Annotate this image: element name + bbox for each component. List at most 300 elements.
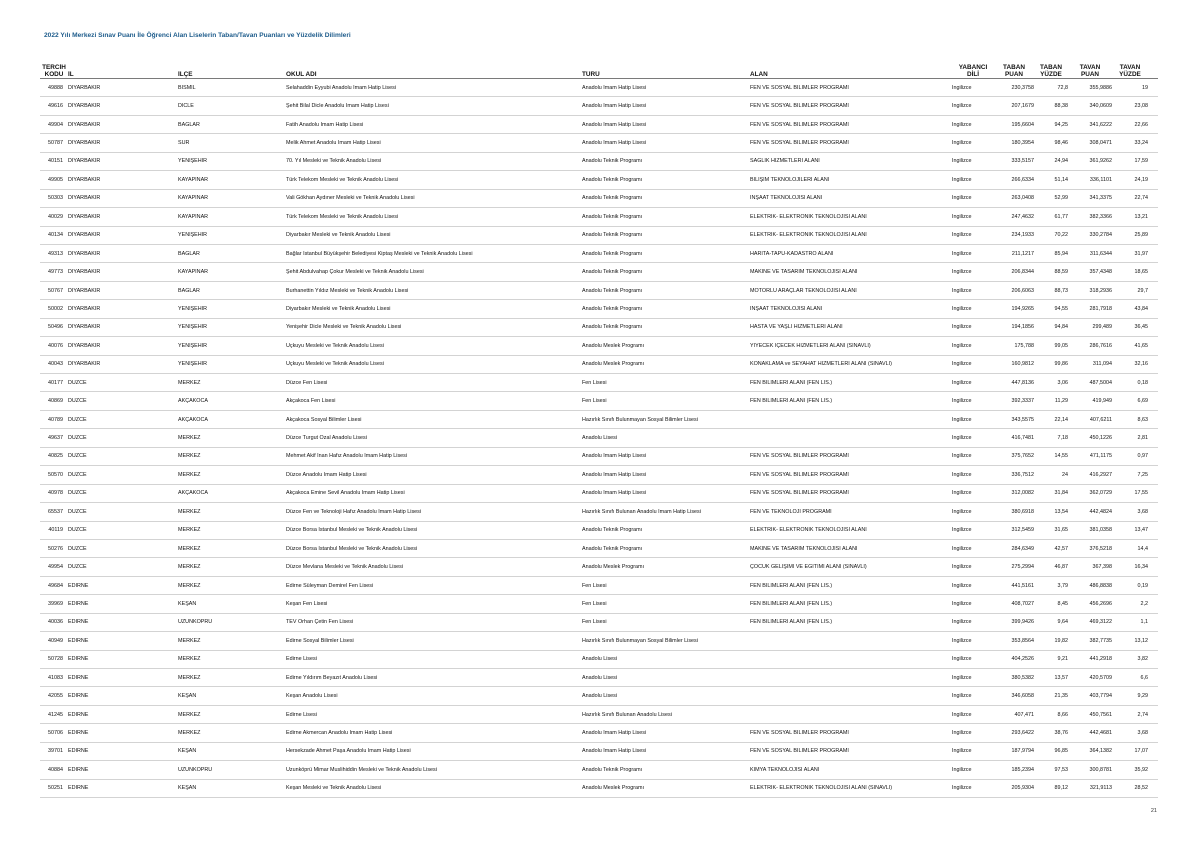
cell-tercih-kodu: 49888 <box>48 84 63 91</box>
cell-taban-yuzde: 99,86 <box>1054 361 1068 368</box>
cell-taban-puan: 399,9426 <box>1011 619 1034 626</box>
cell-il: DİYARBAKIR <box>68 121 101 128</box>
cell-turu: Anadolu Meslek Programı <box>582 342 645 349</box>
cell-ilce: BAĞLAR <box>178 250 200 257</box>
cell-turu: Anadolu Lisesi <box>582 656 618 663</box>
cell-taban-puan: 160,9812 <box>1011 361 1034 368</box>
cell-okul-adi: Düzce Fen ve Teknoloji Hafız Anadolu İmam Hatip Lisesi <box>286 508 422 515</box>
cell-tercih-kodu: 50787 <box>48 140 63 147</box>
cell-turu: Anadolu İmam Hatip Lisesi <box>582 103 647 110</box>
table-row <box>40 558 1158 576</box>
cell-tavan-puan: 442,4824 <box>1089 508 1112 515</box>
cell-turu: Anadolu İmam Hatip Lisesi <box>582 140 647 147</box>
cell-tavan-yuzde: 43,84 <box>1134 305 1148 312</box>
cell-turu: Anadolu İmam Hatip Lisesi <box>582 121 647 128</box>
cell-turu: Anadolu Teknik Programı <box>582 287 643 294</box>
cell-tavan-yuzde: 0,19 <box>1137 582 1148 589</box>
cell-il: DÜZCE <box>68 416 87 423</box>
cell-ilce: MERKEZ <box>178 656 201 663</box>
cell-taban-yuzde: 51,14 <box>1054 176 1068 183</box>
cell-tavan-puan: 299,489 <box>1092 324 1112 331</box>
cell-tavan-yuzde: 6,6 <box>1140 674 1148 681</box>
cell-yabanci-dili: İngilizce <box>952 305 972 312</box>
cell-ilce: YENİŞEHİR <box>178 305 208 312</box>
cell-tercih-kodu: 40869 <box>48 398 63 405</box>
cell-turu: Anadolu Teknik Programı <box>582 232 643 239</box>
cell-tavan-puan: 308,0471 <box>1089 140 1112 147</box>
cell-turu: Anadolu İmam Hatip Lisesi <box>582 471 647 478</box>
cell-ilce: YENİŞEHİR <box>178 158 208 165</box>
table-row <box>40 282 1158 300</box>
cell-tercih-kodu: 50251 <box>48 785 63 792</box>
cell-tavan-puan: 376,5218 <box>1089 545 1112 552</box>
header-alan: ALAN <box>750 71 768 78</box>
cell-alan: FEN BİLİMLERİ ALANI (FEN LİS.) <box>750 398 833 405</box>
cell-okul-adi: Uzunköprü Mimar Muslihiddin Mesleki ve Teknik Anadolu Lisesi <box>286 766 437 773</box>
cell-turu: Anadolu Teknik Programı <box>582 250 643 257</box>
cell-tavan-yuzde: 16,34 <box>1134 564 1148 571</box>
cell-tavan-puan: 456,2696 <box>1089 600 1112 607</box>
cell-yabanci-dili: İngilizce <box>952 545 972 552</box>
cell-tavan-yuzde: 14,4 <box>1137 545 1148 552</box>
cell-tavan-yuzde: 0,97 <box>1137 453 1148 460</box>
cell-il: EDİRNE <box>68 600 89 607</box>
cell-turu: Anadolu İmam Hatip Lisesi <box>582 490 647 497</box>
cell-taban-yuzde: 70,22 <box>1054 232 1068 239</box>
cell-tavan-puan: 341,6222 <box>1089 121 1112 128</box>
cell-taban-yuzde: 97,53 <box>1054 766 1068 773</box>
cell-il: EDİRNE <box>68 766 89 773</box>
cell-tercih-kodu: 49905 <box>48 176 63 183</box>
cell-tercih-kodu: 49684 <box>48 582 63 589</box>
cell-taban-yuzde: 98,46 <box>1054 140 1068 147</box>
cell-okul-adi: Şehit Abdulvahap Çokur Mesleki ve Teknik Anadolu Lisesi <box>286 269 424 276</box>
cell-turu: Anadolu Teknik Programı <box>582 213 643 220</box>
table-row <box>40 485 1158 503</box>
cell-turu: Hazırlık Sınıfı Bulunmayan Sosyal Bilimler Lisesi <box>582 416 698 423</box>
cell-tavan-yuzde: 2,81 <box>1137 435 1148 442</box>
cell-ilce: KAYAPINAR <box>178 213 209 220</box>
cell-alan: FEN BİLİMLERİ ALANI (FEN LİS.) <box>750 619 833 626</box>
cell-tavan-puan: 416,2927 <box>1089 471 1112 478</box>
cell-taban-yuzde: 31,65 <box>1054 527 1068 534</box>
cell-tavan-puan: 281,7918 <box>1089 305 1112 312</box>
cell-turu: Anadolu Teknik Programı <box>582 766 643 773</box>
cell-alan: FEN VE SOSYAL BİLİMLER PROGRAMI <box>750 121 849 128</box>
cell-tavan-yuzde: 13,21 <box>1134 213 1148 220</box>
cell-turu: Fen Lisesi <box>582 398 607 405</box>
table-row <box>40 300 1158 318</box>
cell-ilce: MERKEZ <box>178 508 201 515</box>
table-row <box>40 337 1158 355</box>
cell-taban-puan: 234,1933 <box>1011 232 1034 239</box>
cell-taban-puan: 416,7481 <box>1011 435 1034 442</box>
cell-tavan-yuzde: 36,45 <box>1134 324 1148 331</box>
cell-okul-adi: Vali Gökhan Aydıner Mesleki ve Teknik Anadolu Lisesi <box>286 195 415 202</box>
cell-taban-puan: 293,6422 <box>1011 730 1034 737</box>
cell-ilce: MERKEZ <box>178 582 201 589</box>
cell-il: DÜZCE <box>68 471 87 478</box>
cell-il: DİYARBAKIR <box>68 250 101 257</box>
cell-il: DİYARBAKIR <box>68 84 101 91</box>
cell-tavan-yuzde: 17,07 <box>1134 748 1148 755</box>
cell-yabanci-dili: İngilizce <box>952 232 972 239</box>
cell-turu: Fen Lisesi <box>582 379 607 386</box>
cell-taban-yuzde: 14,55 <box>1054 453 1068 460</box>
cell-yabanci-dili: İngilizce <box>952 361 972 368</box>
cell-yabanci-dili: İngilizce <box>952 490 972 497</box>
cell-okul-adi: Üçkuyu Mesleki ve Teknik Anadolu Lisesi <box>286 342 384 349</box>
cell-taban-yuzde: 96,85 <box>1054 748 1068 755</box>
header-tercih-kodu: TERCİH KODU <box>42 64 66 78</box>
cell-il: DÜZCE <box>68 545 87 552</box>
table-row <box>40 724 1158 742</box>
table-row <box>40 614 1158 632</box>
cell-yabanci-dili: İngilizce <box>952 600 972 607</box>
cell-tavan-yuzde: 1,1 <box>1140 619 1148 626</box>
table-row <box>40 632 1158 650</box>
cell-ilce: MERKEZ <box>178 564 201 571</box>
cell-taban-puan: 346,6058 <box>1011 693 1034 700</box>
cell-okul-adi: Melik Ahmet Anadolu İmam Hatip Lisesi <box>286 140 381 147</box>
cell-taban-puan: 375,7652 <box>1011 453 1034 460</box>
cell-tavan-yuzde: 32,16 <box>1134 361 1148 368</box>
document-title: 2022 Yılı Merkezi Sınav Puanı İle Öğrenci Alan Liselerin Taban/Tavan Puanları ve Yüzdelik Dilimleri <box>44 32 351 39</box>
cell-tavan-puan: 450,7561 <box>1089 711 1112 718</box>
cell-taban-puan: 206,8344 <box>1011 269 1034 276</box>
cell-il: DİYARBAKIR <box>68 232 101 239</box>
cell-ilce: MERKEZ <box>178 730 201 737</box>
cell-tercih-kodu: 49904 <box>48 121 63 128</box>
cell-taban-puan: 408,7027 <box>1011 600 1034 607</box>
cell-okul-adi: Edirne Lisesi <box>286 711 317 718</box>
cell-il: DİYARBAKIR <box>68 158 101 165</box>
cell-okul-adi: Edirne Lisesi <box>286 656 317 663</box>
cell-tavan-yuzde: 9,29 <box>1137 693 1148 700</box>
cell-taban-puan: 263,0408 <box>1011 195 1034 202</box>
cell-tercih-kodu: 40151 <box>48 158 63 165</box>
cell-okul-adi: Üçkuyu Mesleki ve Teknik Anadolu Lisesi <box>286 361 384 368</box>
cell-yabanci-dili: İngilizce <box>952 527 972 534</box>
cell-taban-puan: 441,5161 <box>1011 582 1034 589</box>
cell-alan: FEN VE TEKNOLOJİ PROGRAMI <box>750 508 832 515</box>
cell-taban-yuzde: 24 <box>1062 471 1068 478</box>
cell-alan: İNŞAAT TEKNOLOJİSİ ALANI <box>750 195 823 202</box>
table-body <box>40 79 1158 798</box>
cell-ilce: AKÇAKOCA <box>178 416 208 423</box>
cell-tavan-yuzde: 2,2 <box>1140 600 1148 607</box>
cell-ilce: MERKEZ <box>178 637 201 644</box>
cell-turu: Anadolu Meslek Programı <box>582 564 645 571</box>
cell-okul-adi: Edirne Yıldırım Beyazıt Anadolu Lisesi <box>286 674 378 681</box>
cell-okul-adi: Akçakoca Fen Lisesi <box>286 398 336 405</box>
table-row <box>40 743 1158 761</box>
cell-tavan-puan: 403,7794 <box>1089 693 1112 700</box>
table-row <box>40 79 1158 97</box>
cell-okul-adi: Türk Telekom Mesleki ve Teknik Anadolu Lisesi <box>286 213 399 220</box>
cell-tavan-puan: 361,9262 <box>1089 158 1112 165</box>
cell-taban-puan: 380,5382 <box>1011 674 1034 681</box>
cell-taban-yuzde: 22,14 <box>1054 416 1068 423</box>
cell-tavan-yuzde: 3,68 <box>1137 508 1148 515</box>
cell-il: EDİRNE <box>68 656 89 663</box>
cell-turu: Anadolu Teknik Programı <box>582 527 643 534</box>
table-row <box>40 687 1158 705</box>
cell-okul-adi: Bağlar İstanbul Büyükşehir Belediyesi Kiptaş Mesleki ve Teknik Anadolu Lisesi <box>286 250 473 257</box>
cell-ilce: KEŞAN <box>178 600 197 607</box>
cell-alan: FEN BİLİMLERİ ALANI (FEN LİS.) <box>750 600 833 607</box>
cell-ilce: MERKEZ <box>178 435 201 442</box>
cell-turu: Hazırlık Sınıfı Bulunan Anadolu İmam Hatip Lisesi <box>582 508 701 515</box>
cell-taban-puan: 312,0082 <box>1011 490 1034 497</box>
cell-tavan-yuzde: 28,52 <box>1134 785 1148 792</box>
cell-yabanci-dili: İngilizce <box>952 324 972 331</box>
cell-il: DİYARBAKIR <box>68 195 101 202</box>
cell-tavan-puan: 381,0358 <box>1089 527 1112 534</box>
cell-taban-puan: 205,9304 <box>1011 785 1034 792</box>
cell-taban-yuzde: 24,94 <box>1054 158 1068 165</box>
table-row <box>40 263 1158 281</box>
cell-taban-puan: 343,5575 <box>1011 416 1034 423</box>
table-row <box>40 761 1158 779</box>
cell-yabanci-dili: İngilizce <box>952 453 972 460</box>
cell-taban-yuzde: 13,57 <box>1054 674 1068 681</box>
cell-tercih-kodu: 50706 <box>48 730 63 737</box>
cell-yabanci-dili: İngilizce <box>952 379 972 386</box>
cell-yabanci-dili: İngilizce <box>952 674 972 681</box>
table-row <box>40 190 1158 208</box>
cell-ilce: MERKEZ <box>178 379 201 386</box>
cell-tercih-kodu: 40036 <box>48 619 63 626</box>
cell-alan: KONAKLAMA ve SEYAHAT HİZMETLERİ ALANI (SINAVLI) <box>750 361 892 368</box>
cell-tercih-kodu: 49954 <box>48 564 63 571</box>
cell-taban-puan: 211,1217 <box>1011 250 1034 257</box>
cell-okul-adi: Burhanettin Yıldız Mesleki ve Teknik Anadolu Lisesi <box>286 287 409 294</box>
cell-tavan-puan: 364,1382 <box>1089 748 1112 755</box>
cell-taban-yuzde: 42,57 <box>1054 545 1068 552</box>
cell-yabanci-dili: İngilizce <box>952 637 972 644</box>
cell-tercih-kodu: 41083 <box>48 674 63 681</box>
cell-tavan-puan: 367,398 <box>1092 564 1112 571</box>
cell-alan: YİYECEK İÇECEK HİZMETLERİ ALANI (SINAVLI) <box>750 342 871 349</box>
cell-yabanci-dili: İngilizce <box>952 619 972 626</box>
cell-okul-adi: Keşan Mesleki ve Teknik Anadolu Lisesi <box>286 785 382 792</box>
cell-alan: ELEKTRİK- ELEKTRONİK TEKNOLOJİSİ ALANI <box>750 232 867 239</box>
cell-taban-yuzde: 3,06 <box>1057 379 1068 386</box>
cell-ilce: MERKEZ <box>178 545 201 552</box>
table-header <box>40 54 1158 79</box>
cell-okul-adi: Şehit Bilal Dicle Anadolu İmam Hatip Lisesi <box>286 103 389 110</box>
cell-taban-yuzde: 38,76 <box>1054 730 1068 737</box>
cell-ilce: BAĞLAR <box>178 287 200 294</box>
cell-okul-adi: Düzce Turgut Özal Anadolu Lisesi <box>286 435 367 442</box>
cell-il: EDİRNE <box>68 637 89 644</box>
cell-il: EDİRNE <box>68 748 89 755</box>
cell-turu: Hazırlık Sınıfı Bulunmayan Sosyal Bilimler Lisesi <box>582 637 698 644</box>
cell-taban-puan: 407,471 <box>1014 711 1034 718</box>
cell-tavan-puan: 311,6344 <box>1089 250 1112 257</box>
cell-ilce: SUR <box>178 140 190 147</box>
cell-taban-yuzde: 46,87 <box>1054 564 1068 571</box>
cell-ilce: MERKEZ <box>178 674 201 681</box>
cell-tercih-kodu: 40043 <box>48 361 63 368</box>
cell-il: DÜZCE <box>68 527 87 534</box>
cell-alan: FEN VE SOSYAL BİLİMLER PROGRAMI <box>750 730 849 737</box>
table-row <box>40 669 1158 687</box>
cell-taban-puan: 392,3337 <box>1011 398 1034 405</box>
cell-alan: MOTORLU ARAÇLAR TEKNOLOJİSİ ALANI <box>750 287 857 294</box>
cell-okul-adi: Diyarbakır Mesleki ve Teknik Anadolu Lisesi <box>286 232 391 239</box>
cell-okul-adi: Türk Telekom Mesleki ve Teknik Anadolu Lisesi <box>286 176 399 183</box>
cell-taban-yuzde: 61,77 <box>1054 213 1068 220</box>
cell-taban-puan: 194,9265 <box>1011 305 1034 312</box>
cell-tavan-puan: 286,7616 <box>1089 342 1112 349</box>
cell-taban-yuzde: 7,18 <box>1057 435 1068 442</box>
table-row <box>40 429 1158 447</box>
cell-ilce: KAYAPINAR <box>178 195 209 202</box>
cell-ilce: KAYAPINAR <box>178 269 209 276</box>
cell-turu: Anadolu İmam Hatip Lisesi <box>582 730 647 737</box>
cell-taban-puan: 404,2526 <box>1011 656 1034 663</box>
cell-taban-yuzde: 8,66 <box>1057 711 1068 718</box>
cell-tavan-puan: 330,2784 <box>1089 232 1112 239</box>
cell-okul-adi: Düzce Fen Lisesi <box>286 379 328 386</box>
cell-tavan-yuzde: 33,24 <box>1134 140 1148 147</box>
cell-tercih-kodu: 40076 <box>48 342 63 349</box>
cell-tavan-puan: 382,7735 <box>1089 637 1112 644</box>
cell-okul-adi: Edirne Sosyal Bilimler Lisesi <box>286 637 354 644</box>
cell-yabanci-dili: İngilizce <box>952 84 972 91</box>
cell-tercih-kodu: 42055 <box>48 693 63 700</box>
cell-il: DÜZCE <box>68 490 87 497</box>
table-row <box>40 651 1158 669</box>
cell-taban-yuzde: 19,82 <box>1054 637 1068 644</box>
cell-tercih-kodu: 50570 <box>48 471 63 478</box>
cell-ilce: MERKEZ <box>178 711 201 718</box>
cell-tavan-yuzde: 23,08 <box>1134 103 1148 110</box>
cell-yabanci-dili: İngilizce <box>952 471 972 478</box>
cell-tavan-yuzde: 19 <box>1142 84 1148 91</box>
cell-okul-adi: Mehmet Akif İnan Hafız Anadolu İmam Hatip Lisesi <box>286 453 408 460</box>
table-row <box>40 540 1158 558</box>
cell-ilce: MERKEZ <box>178 471 201 478</box>
cell-taban-puan: 380,6918 <box>1011 508 1034 515</box>
cell-yabanci-dili: İngilizce <box>952 766 972 773</box>
cell-alan: FEN VE SOSYAL BİLİMLER PROGRAMI <box>750 490 849 497</box>
cell-tavan-puan: 420,5709 <box>1089 674 1112 681</box>
cell-turu: Anadolu Teknik Programı <box>582 305 643 312</box>
cell-okul-adi: Edirne Akmercan Anadolu İmam Hatip Lisesi <box>286 730 393 737</box>
cell-il: EDİRNE <box>68 619 89 626</box>
cell-tavan-yuzde: 3,68 <box>1137 730 1148 737</box>
cell-taban-yuzde: 31,84 <box>1054 490 1068 497</box>
cell-yabanci-dili: İngilizce <box>952 582 972 589</box>
cell-ilce: MERKEZ <box>178 527 201 534</box>
cell-turu: Fen Lisesi <box>582 619 607 626</box>
cell-taban-yuzde: 9,21 <box>1057 656 1068 663</box>
table-row <box>40 706 1158 724</box>
cell-ilce: KEŞAN <box>178 785 197 792</box>
table-row <box>40 356 1158 374</box>
score-table <box>40 54 1158 798</box>
cell-yabanci-dili: İngilizce <box>952 711 972 718</box>
cell-yabanci-dili: İngilizce <box>952 250 972 257</box>
cell-okul-adi: Düzce Mevlana Mesleki ve Teknik Anadolu Lisesi <box>286 564 404 571</box>
cell-alan: İNŞAAT TEKNOLOJİSİ ALANI <box>750 305 823 312</box>
cell-tavan-yuzde: 8,63 <box>1137 416 1148 423</box>
cell-tercih-kodu: 40978 <box>48 490 63 497</box>
cell-tercih-kodu: 49313 <box>48 250 63 257</box>
header-tavan-puan: TAVAN PUAN <box>1079 64 1101 78</box>
header-yabanci-dili: YABANCI DİLİ <box>958 64 988 78</box>
cell-okul-adi: Keşan Fen Lisesi <box>286 600 328 607</box>
cell-taban-puan: 206,6063 <box>1011 287 1034 294</box>
cell-tavan-puan: 341,3375 <box>1089 195 1112 202</box>
cell-taban-yuzde: 94,25 <box>1054 121 1068 128</box>
cell-taban-puan: 185,2394 <box>1011 766 1034 773</box>
cell-tercih-kodu: 40134 <box>48 232 63 239</box>
cell-il: DİYARBAKIR <box>68 140 101 147</box>
header-turu: TÜRÜ <box>582 71 600 78</box>
cell-alan: KİMYA TEKNOLOJİSİ ALANI <box>750 766 820 773</box>
table-row <box>40 97 1158 115</box>
cell-turu: Hazırlık Sınıfı Bulunan Anadolu Lisesi <box>582 711 672 718</box>
table-row <box>40 171 1158 189</box>
cell-il: DİYARBAKIR <box>68 324 101 331</box>
table-row <box>40 522 1158 540</box>
cell-turu: Anadolu Lisesi <box>582 435 618 442</box>
cell-turu: Anadolu İmam Hatip Lisesi <box>582 748 647 755</box>
cell-ilce: UZUNKÖPRÜ <box>178 619 213 626</box>
cell-turu: Anadolu Meslek Programı <box>582 785 645 792</box>
cell-turu: Anadolu Teknik Programı <box>582 176 643 183</box>
cell-tavan-yuzde: 6,69 <box>1137 398 1148 405</box>
cell-taban-yuzde: 85,94 <box>1054 250 1068 257</box>
table-row <box>40 227 1158 245</box>
cell-il: DÜZCE <box>68 379 87 386</box>
cell-turu: Fen Lisesi <box>582 600 607 607</box>
table-row <box>40 116 1158 134</box>
cell-alan: FEN VE SOSYAL BİLİMLER PROGRAMI <box>750 748 849 755</box>
cell-okul-adi: Hersekzade Ahmet Paşa Anadolu İmam Hatip Lisesi <box>286 748 411 755</box>
cell-ilce: YENİŞEHİR <box>178 232 208 239</box>
cell-yabanci-dili: İngilizce <box>952 656 972 663</box>
cell-tavan-puan: 311,094 <box>1092 361 1112 368</box>
cell-tercih-kodu: 39701 <box>48 748 63 755</box>
cell-okul-adi: Akçakoca Sosyal Bilimler Lisesi <box>286 416 362 423</box>
cell-tavan-yuzde: 13,47 <box>1134 527 1148 534</box>
cell-tercih-kodu: 40949 <box>48 637 63 644</box>
cell-tavan-puan: 450,1226 <box>1089 435 1112 442</box>
cell-alan: MAKİNE VE TASARIM TEKNOLOJİSİ ALANI <box>750 545 858 552</box>
cell-taban-puan: 284,6349 <box>1011 545 1034 552</box>
cell-ilce: YENİŞEHİR <box>178 361 208 368</box>
cell-tercih-kodu: 50496 <box>48 324 63 331</box>
cell-turu: Anadolu İmam Hatip Lisesi <box>582 84 647 91</box>
cell-tavan-yuzde: 7,25 <box>1137 471 1148 478</box>
cell-tavan-puan: 336,1101 <box>1089 176 1112 183</box>
cell-turu: Anadolu Meslek Programı <box>582 361 645 368</box>
cell-tavan-yuzde: 2,74 <box>1137 711 1148 718</box>
cell-tercih-kodu: 49616 <box>48 103 63 110</box>
cell-okul-adi: Düzce Borsa İstanbul Mesleki ve Teknik Anadolu Lisesi <box>286 545 418 552</box>
cell-tavan-puan: 340,0609 <box>1089 103 1112 110</box>
cell-ilce: BİSMİL <box>178 84 196 91</box>
cell-tavan-yuzde: 0,18 <box>1137 379 1148 386</box>
table-row <box>40 577 1158 595</box>
cell-il: DÜZCE <box>68 435 87 442</box>
table-row <box>40 153 1158 171</box>
